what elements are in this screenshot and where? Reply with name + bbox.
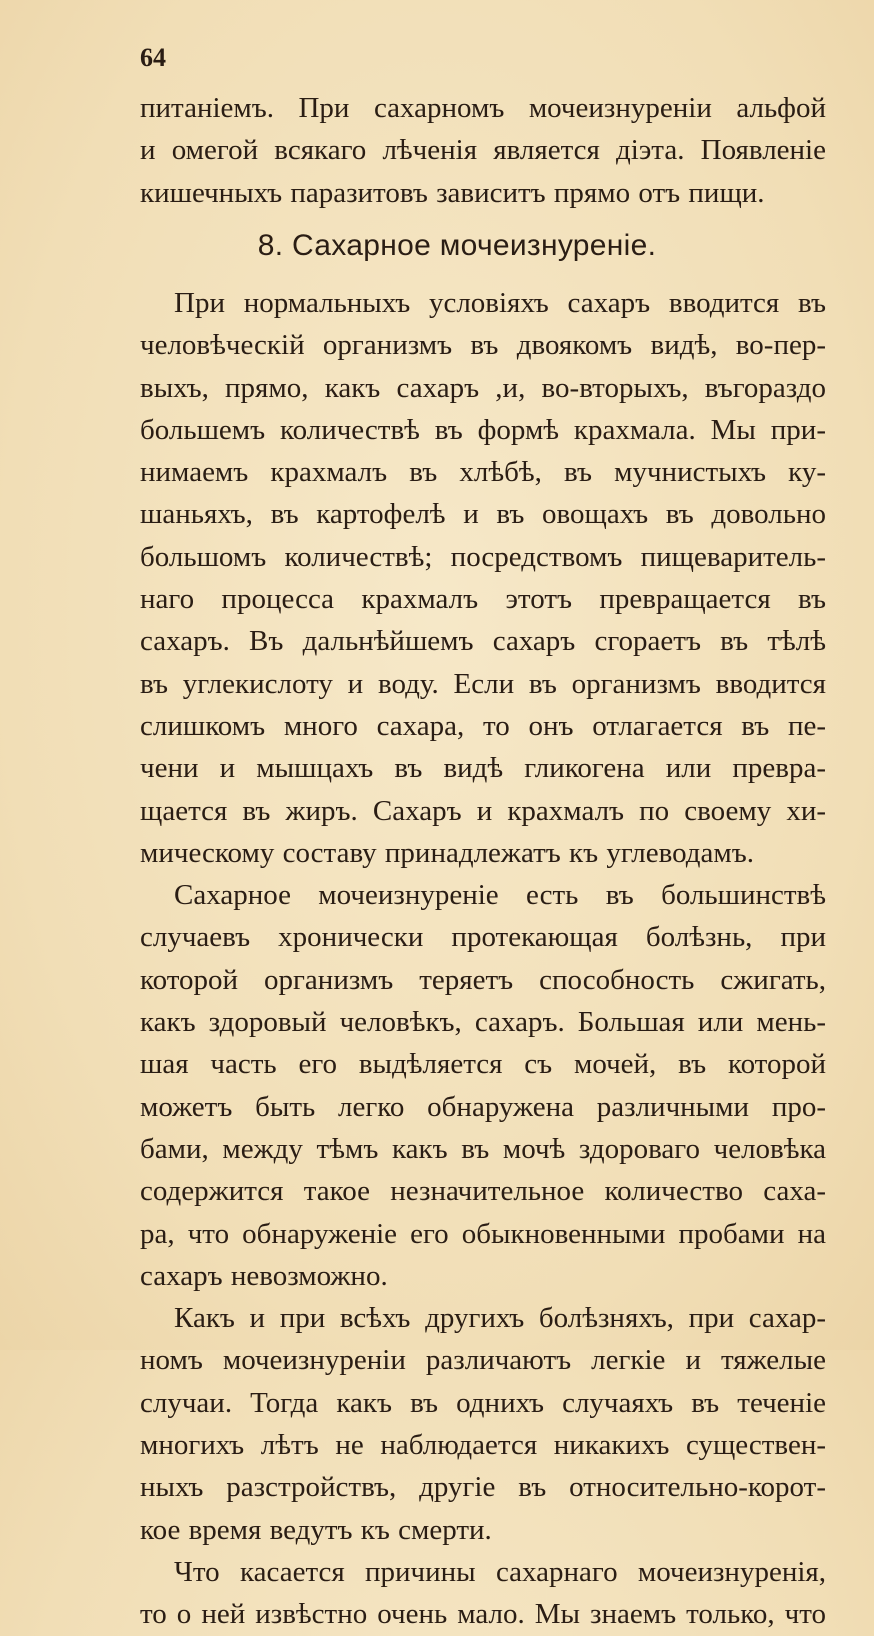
text-line: Какъ и при всѣхъ другихъ болѣзняхъ, при сахар- [174,1302,826,1335]
section-body [140,282,826,1636]
text-line: ныхъ разстройствъ, другіе въ относительно-корот- [140,1471,826,1504]
intro-paragraph [140,87,826,214]
text-line: питаніемъ. При сахарномъ мочеизнуреніи альфой [140,92,826,124]
text-line: какъ здоровый человѣкъ, сахаръ. Большая или мень- [140,1006,826,1039]
text-line: ра, что обнаруженіе его обыкновенными пробами на [140,1217,826,1250]
text-line: большомъ количествѣ; посредствомъ пищеваритель- [140,540,826,573]
text-line: можетъ быть легко обнаружена различными про- [140,1090,826,1123]
text-line: то о ней извѣстно очень мало. Мы знаемъ только, что [140,1598,826,1631]
text-line: большемъ количествѣ въ формѣ крахмала. Мы при- [140,413,826,446]
text-line: шая часть его выдѣляется съ мочей, въ которой [140,1048,826,1081]
text-line: случаи. Тогда какъ въ однихъ случаяхъ въ теченіе [140,1386,826,1419]
page-number: 64 [140,43,166,72]
text-line: нимаемъ крахмалъ въ хлѣбѣ, въ мучнистыхъ ку- [140,456,826,489]
text-line: Сахарное мочеизнуреніе есть въ большинствѣ [174,879,826,912]
text-line: и омегой всякаго лѣченія является діэта. Появленіе [140,134,826,167]
text-line: выхъ, прямо, какъ сахаръ ,и, во-вторыхъ, въгораздо [140,371,826,404]
text-line: которой организмъ теряетъ способность сжигать, [140,963,826,996]
text-line: наго процесса крахмалъ этотъ превращается въ [140,583,826,616]
text-line: щается въ жиръ. Сахаръ и крахмалъ по своему хи- [140,794,826,827]
text-line: кое время ведутъ къ смерти. [140,1513,492,1546]
text-line: бами, между тѣмъ какъ въ мочѣ здороваго человѣка [140,1132,826,1165]
text-line: человѣческій организмъ въ двоякомъ видѣ, во-пер- [140,329,826,362]
text-line: При нормальныхъ условіяхъ сахаръ вводится въ [174,287,826,319]
text-line: мическому составу принадлежатъ къ углеводамъ. [140,836,754,869]
text-line: содержится такое незначительное количество саха- [140,1175,826,1208]
section-heading: 8. Сахарное мочеизнуреніе. [257,229,657,262]
text-line: чени и мышцахъ въ видѣ гликогена или превра- [140,752,826,785]
text-line: сахаръ. Въ дальнѣйшемъ сахаръ сгораетъ въ тѣлѣ [140,625,826,658]
text-line: случаевъ хронически протекающая болѣзнь, при [140,921,826,954]
text-line: кишечныхъ паразитовъ зависитъ прямо отъ пищи. [140,176,765,209]
text-line: сахаръ невозможно. [140,1259,388,1292]
text-line: номъ мочеизнуреніи различаютъ легкіе и тяжелые [140,1344,826,1377]
text-line: многихъ лѣтъ не наблюдается никакихъ существен- [140,1429,826,1462]
text-line: Что касается причины сахарнаго мочеизнуренія, [174,1555,826,1588]
text-line: въ углекислоту и воду. Если въ организмъ вводится [140,667,826,700]
text-line: слишкомъ много сахара, то онъ отлагается въ пе- [140,709,826,742]
text-line: шаньяхъ, въ картофелѣ и въ овощахъ въ довольно [140,498,826,531]
